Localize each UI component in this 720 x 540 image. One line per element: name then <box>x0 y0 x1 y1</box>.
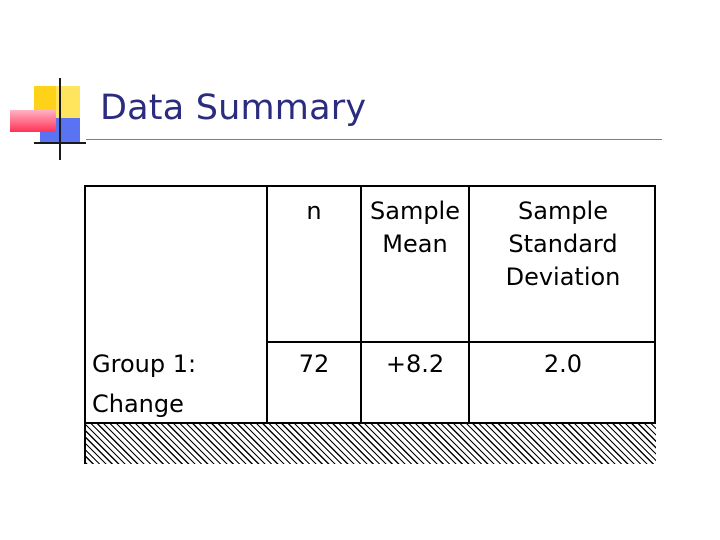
header-sample-sd <box>470 195 656 294</box>
header-n-label: n <box>306 197 322 225</box>
row-label-line2: Change <box>92 390 184 418</box>
header-sample-sd-line2: Standard <box>508 230 618 258</box>
page-title: Data Summary <box>100 88 367 128</box>
decor-vertical-line <box>59 78 61 160</box>
cell-sd: 2.0 <box>543 350 583 378</box>
summary-table <box>84 185 656 464</box>
header-sample-mean-line1: Sample <box>370 197 460 225</box>
header-sample-mean-line2: Mean <box>382 230 448 258</box>
hatched-row <box>86 422 656 464</box>
header-sample-mean <box>362 195 468 261</box>
title-underline <box>86 139 662 140</box>
decor-red-block <box>10 110 56 132</box>
decor-horizontal-line <box>34 142 86 144</box>
row-label-line1: Group 1: <box>92 350 197 378</box>
cell-n: 72 <box>298 350 330 378</box>
header-sample-sd-line1: Sample <box>518 197 608 225</box>
row-divider <box>266 341 656 343</box>
header-n <box>268 195 360 228</box>
cell-mean: +8.2 <box>385 350 445 378</box>
row-label <box>92 344 264 424</box>
header-sample-sd-line3: Deviation <box>505 263 621 291</box>
